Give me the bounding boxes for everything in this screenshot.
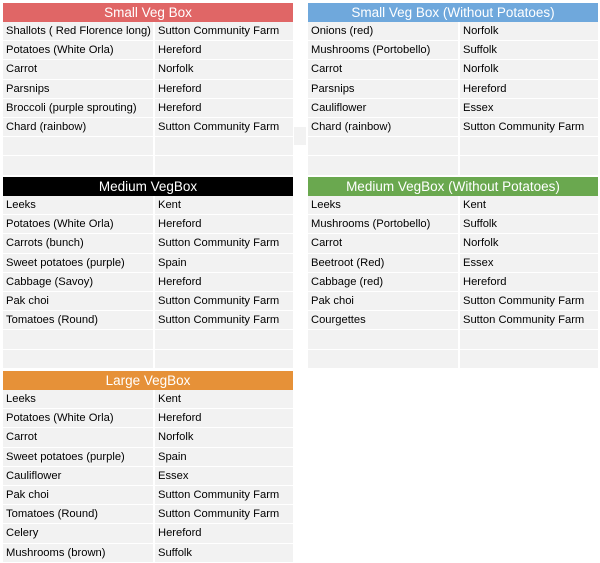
- cell-origin[interactable]: Norfolk: [460, 22, 598, 40]
- cell-origin[interactable]: Hereford: [155, 273, 293, 291]
- cell-origin[interactable]: Norfolk: [460, 60, 598, 78]
- box-rows: [3, 196, 293, 369]
- table-row: [3, 350, 293, 369]
- table-row: [308, 292, 598, 311]
- table-row: [308, 118, 598, 137]
- cell-origin[interactable]: Suffolk: [460, 215, 598, 233]
- cell-origin[interactable]: Essex: [155, 467, 293, 485]
- cell-item[interactable]: Potatoes (White Orla): [3, 41, 153, 59]
- cell-item[interactable]: Courgettes: [308, 311, 458, 329]
- cell-item[interactable]: [308, 330, 458, 348]
- cell-origin[interactable]: Spain: [155, 448, 293, 466]
- cell-item[interactable]: Sweet potatoes (purple): [3, 448, 153, 466]
- cell-item[interactable]: Beetroot (Red): [308, 254, 458, 272]
- cell-item[interactable]: [308, 156, 458, 174]
- table-row: [308, 196, 598, 215]
- cell-origin[interactable]: Essex: [460, 254, 598, 272]
- table-row: [308, 156, 598, 175]
- table-row: [308, 215, 598, 234]
- cell-item[interactable]: Pak choi: [308, 292, 458, 310]
- table-row: [3, 467, 293, 486]
- cell-item[interactable]: Leeks: [308, 196, 458, 214]
- cell-origin[interactable]: Sutton Community Farm: [155, 234, 293, 252]
- cell-item[interactable]: Potatoes (White Orla): [3, 215, 153, 233]
- cell-item[interactable]: Carrot: [3, 428, 153, 446]
- table-row: [3, 234, 293, 253]
- cell-origin[interactable]: Kent: [155, 196, 293, 214]
- cell-origin[interactable]: Sutton Community Farm: [155, 22, 293, 40]
- table-row: [3, 22, 293, 41]
- table-row: [3, 41, 293, 60]
- cell-origin[interactable]: Suffolk: [460, 41, 598, 59]
- cell-item[interactable]: [3, 350, 153, 368]
- cell-origin[interactable]: Sutton Community Farm: [460, 311, 598, 329]
- table-row: [3, 505, 293, 524]
- table-row: [308, 60, 598, 79]
- cell-origin[interactable]: Sutton Community Farm: [155, 118, 293, 136]
- cell-item[interactable]: [308, 137, 458, 155]
- table-row: [3, 524, 293, 543]
- box-rows: [3, 22, 293, 176]
- cell-origin[interactable]: Norfolk: [460, 234, 598, 252]
- cell-origin[interactable]: Sutton Community Farm: [460, 118, 598, 136]
- cell-origin[interactable]: Hereford: [155, 99, 293, 117]
- cell-origin[interactable]: [460, 330, 598, 348]
- cell-origin[interactable]: Norfolk: [155, 60, 293, 78]
- cell-item[interactable]: [3, 137, 153, 155]
- cell-origin[interactable]: [460, 156, 598, 174]
- cell-item[interactable]: Parsnips: [308, 80, 458, 98]
- table-row: [3, 428, 293, 447]
- table-row: [308, 99, 598, 118]
- box-rows: [308, 22, 598, 176]
- box-header-title: Small Veg Box (Without Potatoes): [308, 3, 598, 22]
- cell-item[interactable]: Cabbage (red): [308, 273, 458, 291]
- cell-item[interactable]: Leeks: [3, 196, 153, 214]
- table-row: [308, 311, 598, 330]
- cell-item[interactable]: Carrot: [308, 60, 458, 78]
- cell-item[interactable]: Mushrooms (Portobello): [308, 215, 458, 233]
- box-medium-without-potatoes: [308, 177, 598, 369]
- table-row: [3, 273, 293, 292]
- cell-item[interactable]: Sweet potatoes (purple): [3, 254, 153, 272]
- cell-item[interactable]: Broccoli (purple sprouting): [3, 99, 153, 117]
- cell-item[interactable]: Potatoes (White Orla): [3, 409, 153, 427]
- table-row: [308, 350, 598, 369]
- cell-item[interactable]: Carrot: [308, 234, 458, 252]
- cell-item[interactable]: Celery: [3, 524, 153, 542]
- cell-item[interactable]: Pak choi: [3, 292, 153, 310]
- box-large: [3, 371, 293, 563]
- cell-origin[interactable]: [460, 350, 598, 368]
- table-row: [3, 118, 293, 137]
- box-small-without-potatoes: [308, 3, 598, 176]
- box-medium: [3, 177, 293, 369]
- box-header-title: Large VegBox: [3, 371, 293, 390]
- cell-item[interactable]: Chard (rainbow): [3, 118, 153, 136]
- table-row: [308, 80, 598, 99]
- cell-item[interactable]: Mushrooms (brown): [3, 544, 153, 562]
- cell-origin[interactable]: Hereford: [460, 80, 598, 98]
- cell-item[interactable]: Carrots (bunch): [3, 234, 153, 252]
- table-row: [3, 292, 293, 311]
- table-row: [308, 273, 598, 292]
- table-row: [3, 486, 293, 505]
- table-row: [3, 80, 293, 99]
- grid-gap-cell: [294, 127, 306, 145]
- cell-origin[interactable]: Kent: [460, 196, 598, 214]
- table-row: [3, 390, 293, 409]
- cell-item[interactable]: Carrot: [3, 60, 153, 78]
- cell-origin[interactable]: Hereford: [155, 524, 293, 542]
- cell-origin[interactable]: [460, 137, 598, 155]
- cell-origin[interactable]: [155, 156, 293, 174]
- cell-origin[interactable]: Sutton Community Farm: [155, 505, 293, 523]
- box-small: [3, 3, 293, 176]
- box-rows: [3, 390, 293, 563]
- cell-item[interactable]: [3, 330, 153, 348]
- cell-origin[interactable]: Kent: [155, 390, 293, 408]
- box-header-title: Medium VegBox (Without Potatoes): [308, 177, 598, 196]
- table-row: [308, 254, 598, 273]
- cell-origin[interactable]: Hereford: [155, 409, 293, 427]
- table-row: [3, 156, 293, 175]
- cell-item[interactable]: Parsnips: [3, 80, 153, 98]
- table-row: [3, 137, 293, 156]
- table-row: [3, 330, 293, 349]
- table-row: [3, 448, 293, 467]
- cell-origin[interactable]: Norfolk: [155, 428, 293, 446]
- box-rows: [308, 196, 598, 369]
- cell-origin[interactable]: Spain: [155, 254, 293, 272]
- cell-item[interactable]: Pak choi: [3, 486, 153, 504]
- cell-item[interactable]: Shallots ( Red Florence long): [3, 22, 153, 40]
- cell-origin[interactable]: [155, 350, 293, 368]
- table-row: [308, 137, 598, 156]
- table-row: [3, 544, 293, 563]
- box-header-title: Medium VegBox: [3, 177, 293, 196]
- cell-item[interactable]: [3, 156, 153, 174]
- cell-item[interactable]: Cauliflower: [3, 467, 153, 485]
- cell-origin[interactable]: Hereford: [155, 80, 293, 98]
- table-row: [308, 22, 598, 41]
- cell-origin[interactable]: Sutton Community Farm: [155, 311, 293, 329]
- table-row: [308, 234, 598, 253]
- cell-item[interactable]: Leeks: [3, 390, 153, 408]
- cell-origin[interactable]: Sutton Community Farm: [155, 486, 293, 504]
- table-row: [3, 99, 293, 118]
- table-row: [3, 409, 293, 428]
- cell-item[interactable]: Tomatoes (Round): [3, 505, 153, 523]
- box-header-title: Small Veg Box: [3, 3, 293, 22]
- cell-origin[interactable]: [155, 330, 293, 348]
- cell-origin[interactable]: Sutton Community Farm: [155, 292, 293, 310]
- cell-origin[interactable]: Essex: [460, 99, 598, 117]
- table-row: [3, 311, 293, 330]
- cell-item[interactable]: Chard (rainbow): [308, 118, 458, 136]
- cell-origin[interactable]: [155, 137, 293, 155]
- cell-item[interactable]: Mushrooms (Portobello): [308, 41, 458, 59]
- cell-item[interactable]: Cabbage (Savoy): [3, 273, 153, 291]
- table-row: [308, 330, 598, 349]
- table-row: [3, 215, 293, 234]
- table-row: [3, 196, 293, 215]
- cell-item[interactable]: [308, 350, 458, 368]
- cell-item[interactable]: Cauliflower: [308, 99, 458, 117]
- table-row: [308, 41, 598, 60]
- cell-origin[interactable]: Hereford: [155, 41, 293, 59]
- table-row: [3, 60, 293, 79]
- cell-origin[interactable]: Sutton Community Farm: [460, 292, 598, 310]
- cell-item[interactable]: Tomatoes (Round): [3, 311, 153, 329]
- cell-origin[interactable]: Suffolk: [155, 544, 293, 562]
- cell-origin[interactable]: Hereford: [155, 215, 293, 233]
- table-row: [3, 254, 293, 273]
- cell-item[interactable]: Onions (red): [308, 22, 458, 40]
- cell-origin[interactable]: Hereford: [460, 273, 598, 291]
